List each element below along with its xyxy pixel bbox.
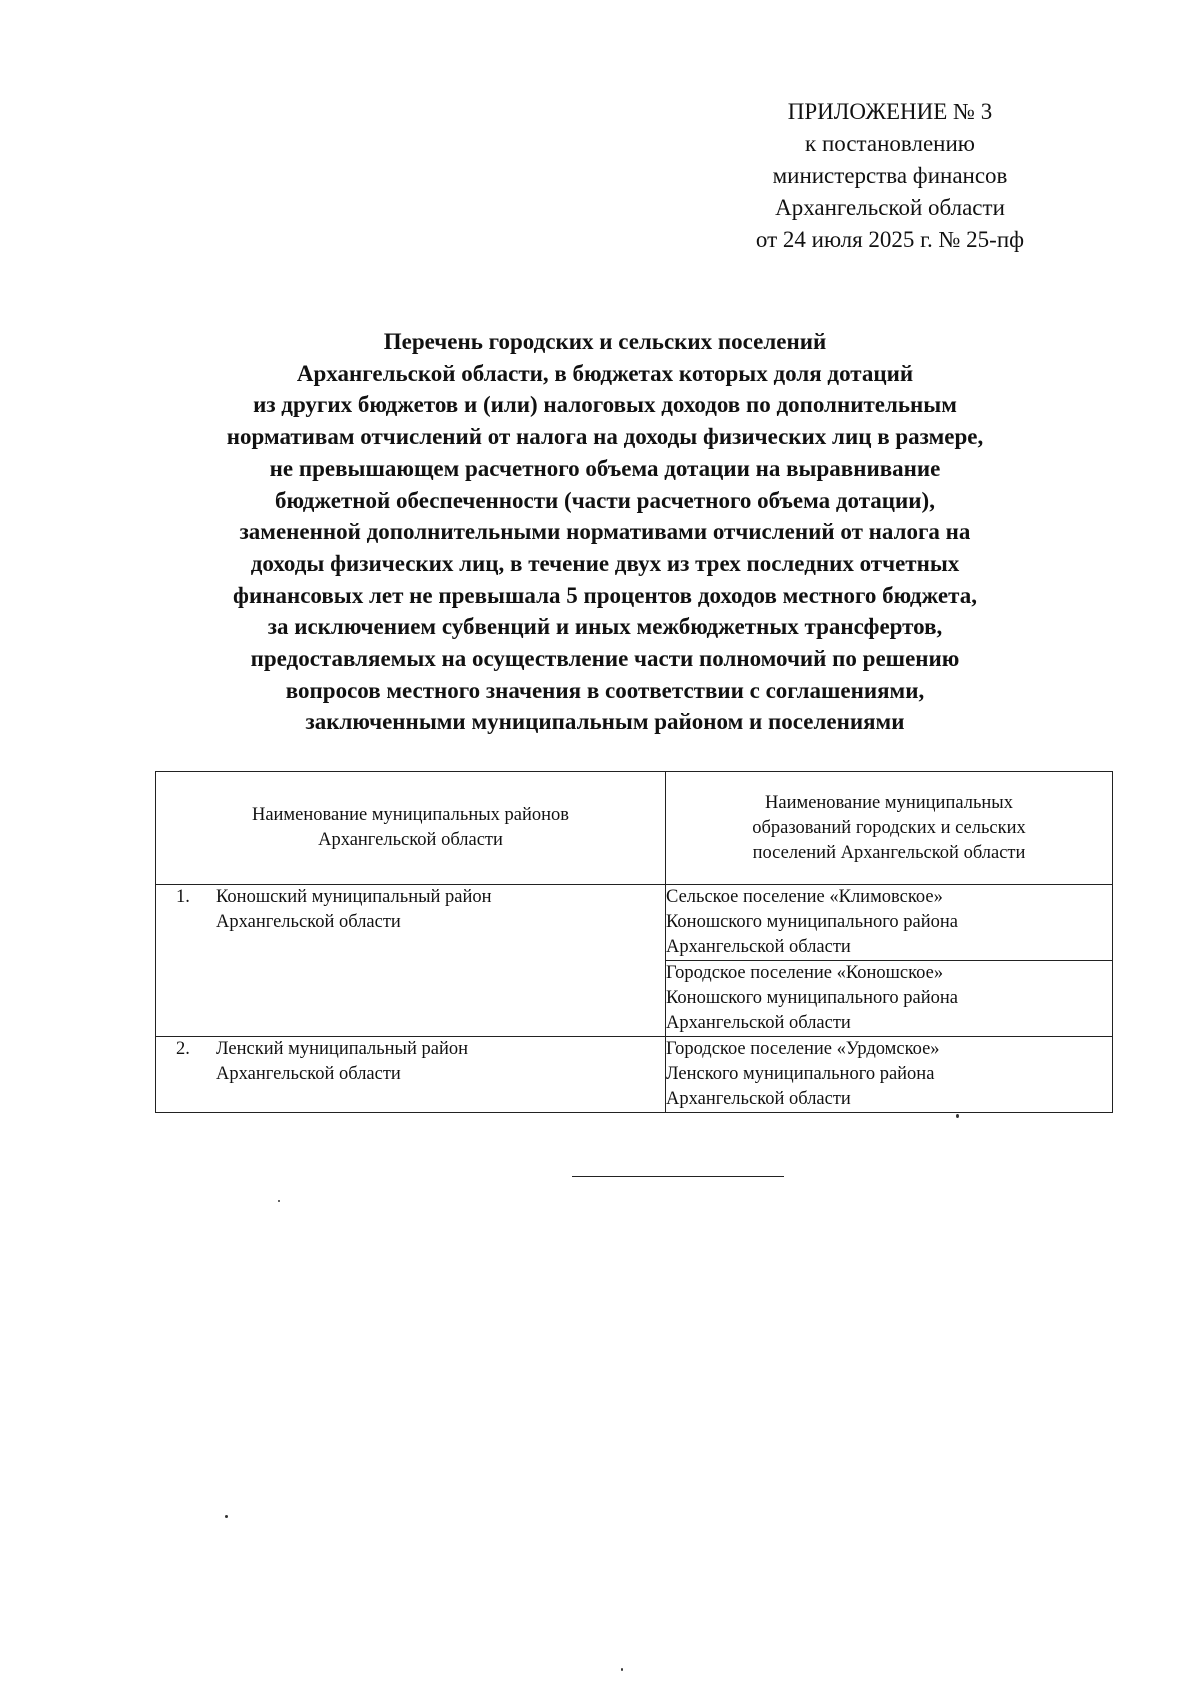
title-line: Архангельской области, в бюджетах которых доля дотаций xyxy=(296,360,914,386)
header-text: Наименование муниципальных xyxy=(765,792,1013,813)
district-name: Архангельской области xyxy=(216,912,401,932)
title-line: Перечень городских и сельских поселений xyxy=(383,329,827,354)
settlement-name: Городское поселение «Коношское» xyxy=(666,963,944,983)
title-line: нормативам отчислений от налога на доходы физических лиц в размере, xyxy=(226,424,984,450)
title-line: вопросов местного значения в соответствии с соглашениями, xyxy=(285,677,925,703)
settlement-name: Коношского муниципального района xyxy=(666,988,958,1008)
title-line: предоставляемых на осуществление части полномочий по решению xyxy=(250,646,960,672)
settlements-table xyxy=(155,771,1113,1113)
settlement-name: Архангельской области xyxy=(666,1013,851,1033)
scan-speck xyxy=(621,1668,623,1671)
table-row xyxy=(156,885,1113,961)
district-name: Архангельской области xyxy=(216,1064,401,1084)
header-text: Наименование муниципальных районов xyxy=(251,805,570,825)
title-line: замененной дополнительными нормативами отчислений от налога на xyxy=(239,519,971,545)
appendix-header xyxy=(680,96,1100,256)
row-number: 2. xyxy=(176,1039,190,1059)
appendix-title: ПРИЛОЖЕНИЕ № 3 xyxy=(787,99,993,124)
title-line: за исключением субвенций и иных межбюджетных трансфертов, xyxy=(267,614,943,640)
header-text: Архангельской области xyxy=(318,830,503,850)
settlement-name: Ленского муниципального района xyxy=(666,1064,935,1084)
settlement-cell xyxy=(666,961,1113,1037)
title-line: не превышающем расчетного объема дотации на выравнивание xyxy=(269,455,941,481)
title-line: финансовых лет не превышала 5 процентов доходов местного бюджета, xyxy=(233,582,977,608)
settlement-cell xyxy=(666,885,1113,961)
closing-divider xyxy=(572,1176,784,1177)
title-line: из других бюджетов и (или) налоговых доходов по дополнительным xyxy=(253,392,957,418)
table-header-row xyxy=(156,772,1113,885)
appendix-line: Архангельской области xyxy=(775,195,1005,220)
title-line: бюджетной обеспеченности (части расчетного объема дотации), xyxy=(275,487,935,513)
title-line: доходы физических лиц, в течение двух из трех последних отчетных xyxy=(250,550,960,576)
header-text: образований городских и сельских xyxy=(752,817,1026,838)
scan-speck xyxy=(225,1515,228,1518)
settlement-cell xyxy=(666,1037,1113,1113)
document-title xyxy=(150,326,1060,738)
scan-speck xyxy=(278,1200,280,1202)
title-line: заключенными муниципальным районом и поселениями xyxy=(305,709,905,735)
district-cell xyxy=(156,1037,666,1113)
settlement-name: Коношского муниципального района xyxy=(666,912,958,932)
settlement-name: Архангельской области xyxy=(666,937,851,957)
district-cell xyxy=(156,885,666,1037)
appendix-date-number: от 24 июля 2025 г. № 25-пф xyxy=(755,227,1025,252)
row-number: 1. xyxy=(176,887,190,907)
settlement-name: Архангельской области xyxy=(666,1089,851,1109)
table-row xyxy=(156,1037,1113,1113)
header-districts xyxy=(156,772,666,885)
appendix-line: к постановлению xyxy=(805,131,975,156)
header-settlements xyxy=(666,772,1113,885)
settlement-name: Сельское поселение «Климовское» xyxy=(666,887,943,907)
settlement-name: Городское поселение «Урдомское» xyxy=(666,1039,940,1059)
district-name: Ленский муниципальный район xyxy=(216,1039,469,1059)
scan-speck xyxy=(956,1114,959,1118)
header-text: поселений Архангельской области xyxy=(752,842,1026,863)
district-name: Коношский муниципальный район xyxy=(216,887,492,907)
appendix-line: министерства финансов xyxy=(772,163,1008,188)
